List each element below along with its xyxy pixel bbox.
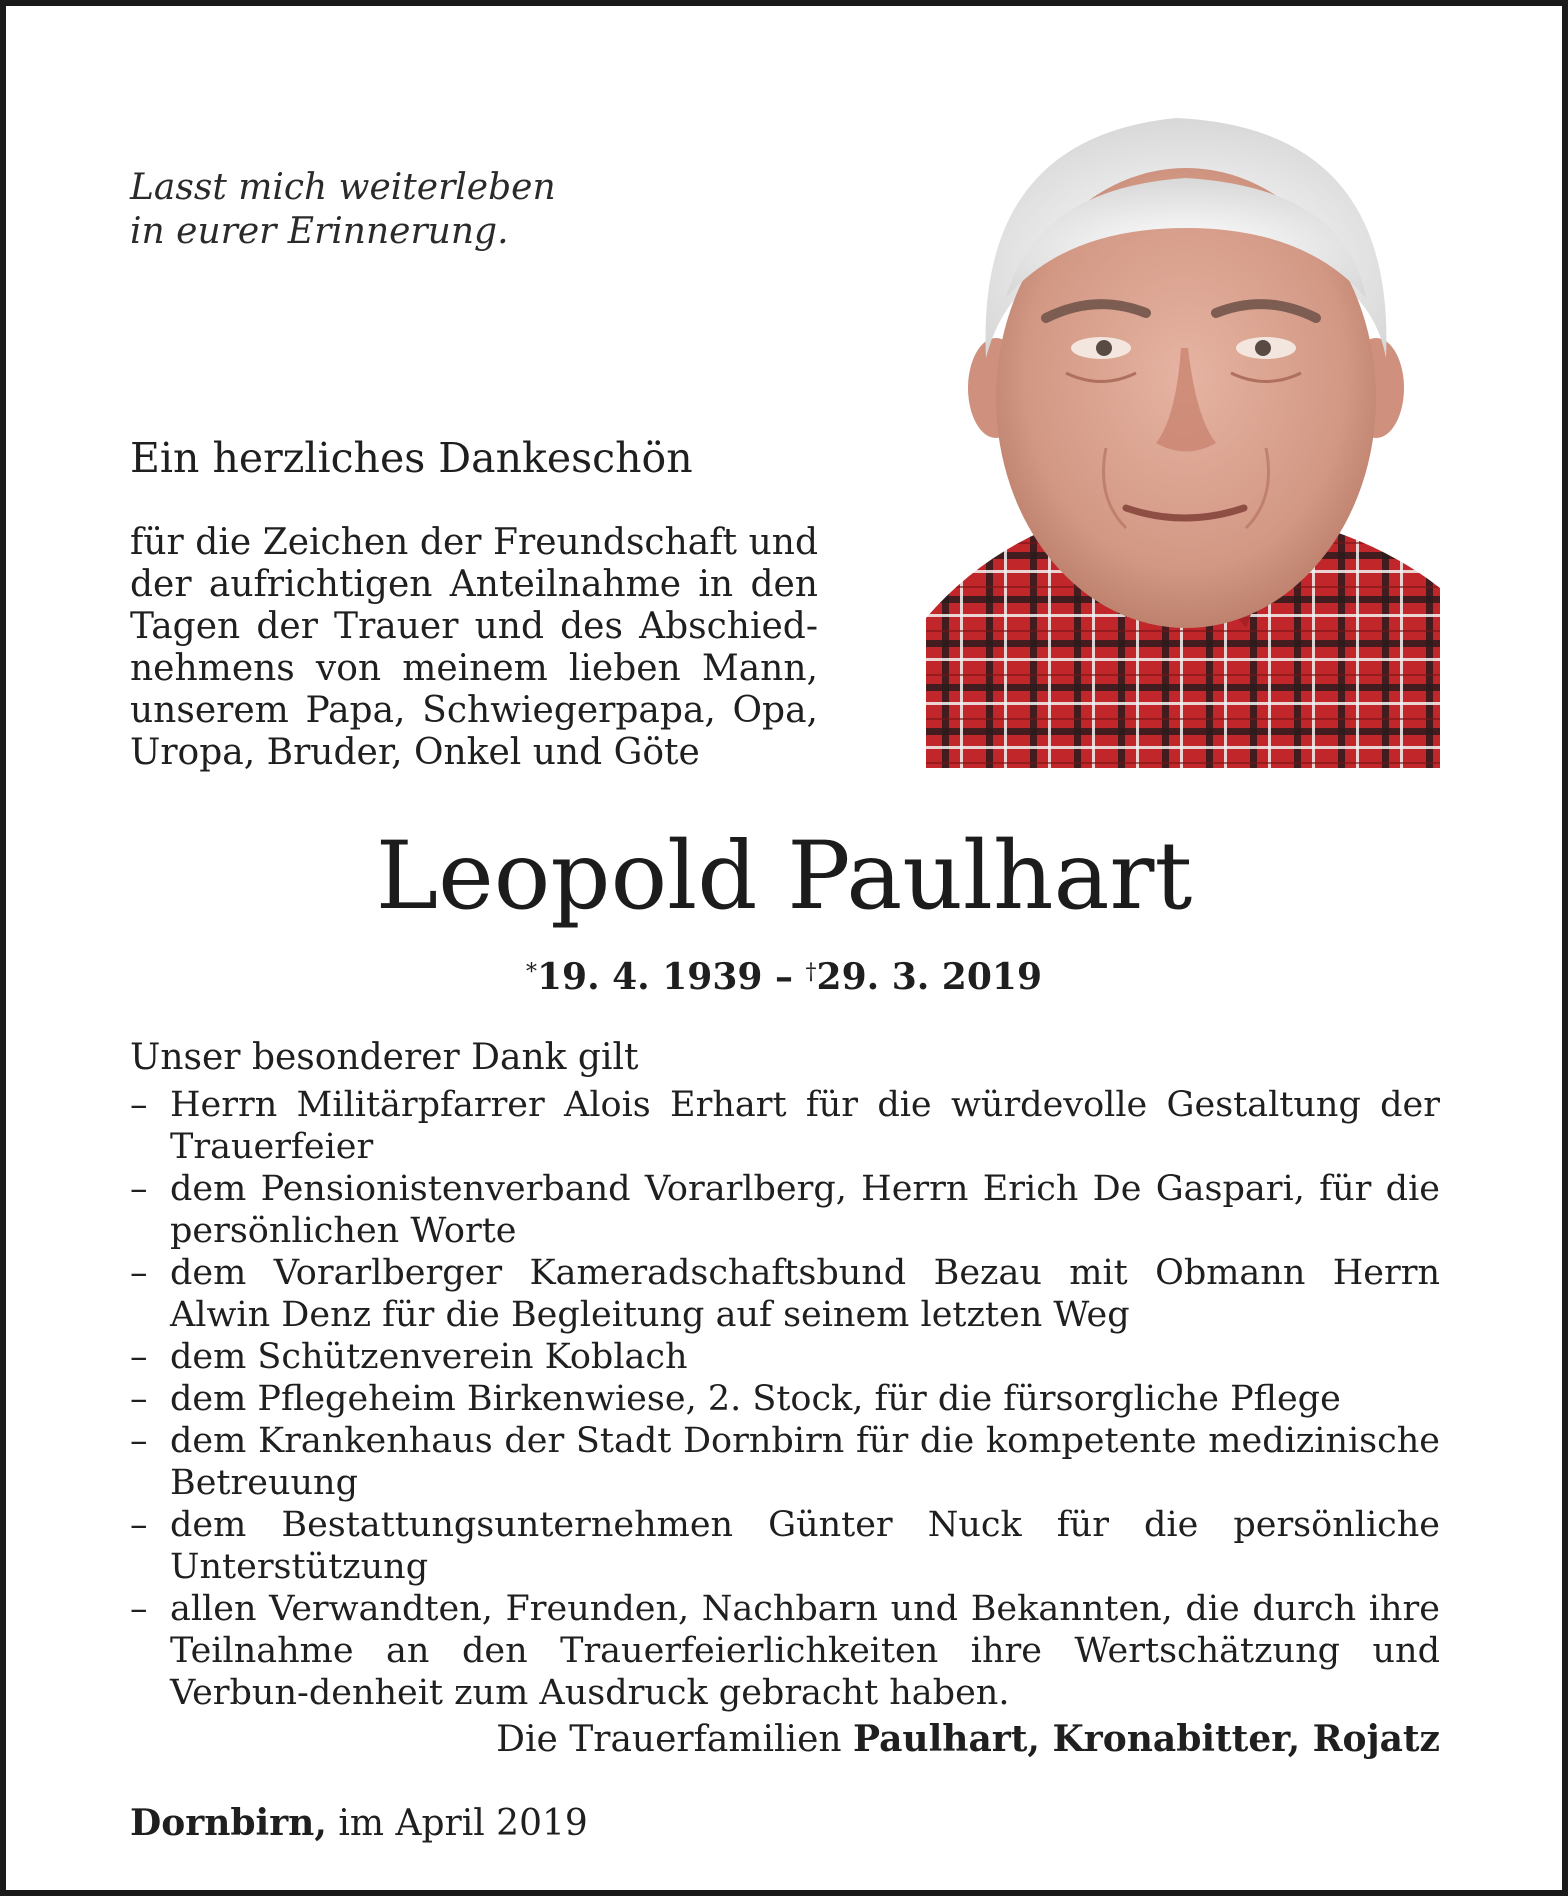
birth-date: 19. 4. 1939 [536, 956, 763, 998]
list-item: – dem Bestattungsunternehmen Günter Nuck für die persönliche Unterstützung [130, 1504, 1440, 1588]
date-separator: – [762, 956, 806, 998]
motto-line-2: in eurer Erinnerung. [130, 211, 509, 252]
place-month: im April 2019 [326, 1803, 588, 1844]
birth-symbol: * [525, 960, 537, 985]
motto-line-1: Lasst mich weiterleben [130, 167, 556, 208]
list-item: – allen Verwandten, Freunden, Nachbarn und Bekannten, die durch ihre Teilnahme an den Trauerfeierlichkeiten ihre Wertschätzung und Verbun-denheit zum Ausdruck gebracht haben. [130, 1588, 1440, 1714]
death-date: 29. 3. 2019 [816, 956, 1043, 998]
signature-prefix: Die Trauerfamilien [496, 1719, 853, 1760]
thanks-text: für die Zeichen der Freundschaft und der aufrichtigen Anteilnahme in den Tagen der Trauer und des Abschied-nehmens von meinem lieben Mann, unserem Papa, Schwiegerpapa, Opa, Uropa, Bruder, Onkel und Göte [130, 522, 818, 773]
thanks-title: Ein herzliches Dankeschön [130, 434, 693, 482]
list-item: – Herrn Militärpfarrer Alois Erhart für die würdevolle Gestaltung der Trauerfeier [130, 1084, 1440, 1168]
life-dates [6, 954, 1562, 1000]
death-symbol: † [805, 960, 817, 985]
portrait-photo [926, 98, 1440, 768]
special-thanks-list [130, 1084, 1440, 1714]
portrait-photo-icon [926, 98, 1440, 768]
deceased-name: Leopold Paulhart [375, 822, 1193, 931]
signature-families: Paulhart, Kronabitter, Rojatz [853, 1718, 1440, 1760]
list-item: – dem Pflegeheim Birkenwiese, 2. Stock, für die fürsorgliche Pflege [130, 1378, 1440, 1420]
place-date [130, 1800, 588, 1847]
signature [496, 1716, 1440, 1763]
list-item: – dem Schützenverein Koblach [130, 1336, 1440, 1378]
list-item: – dem Vorarlberger Kameradschaftsbund Bezau mit Obmann Herrn Alwin Denz für die Begleitung auf seinem letzten Weg [130, 1252, 1440, 1336]
list-item: – dem Pensionistenverband Vorarlberg, Herrn Erich De Gaspari, für die persönlichen Worte [130, 1168, 1440, 1252]
motto [130, 166, 556, 254]
place-city: Dornbirn, [130, 1802, 327, 1844]
special-thanks-heading: Unser besonderer Dank gilt [130, 1037, 639, 1078]
list-item: – dem Krankenhaus der Stadt Dornbirn für die kompetente medizinische Betreuung [130, 1420, 1440, 1504]
